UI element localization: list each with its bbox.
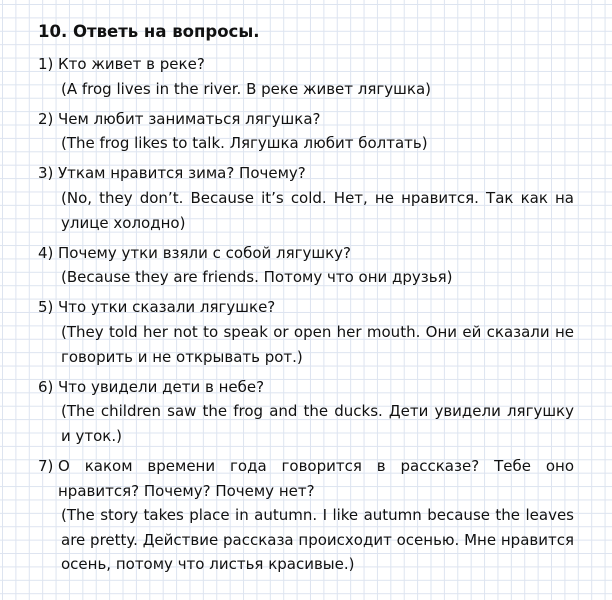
question-number: 2) (38, 109, 54, 128)
question-text: Что утки сказали лягушке? (58, 298, 276, 317)
answer-text: (The frog likes to talk. Лягушка любит болтать) (61, 134, 428, 153)
question-number: 1) (38, 55, 54, 73)
question-item (38, 161, 574, 240)
question-number: 7) (38, 456, 54, 475)
answer-text: (They told her not to speak or open her mouth. Они ей сказали не говорить и не открывать рот.) (61, 322, 574, 366)
answer-text: (The children saw the frog and the ducks. Дети увидели лягушку и уток.) (61, 402, 574, 445)
question-item (38, 295, 574, 374)
question-item (38, 241, 574, 296)
question-number: 5) (38, 298, 54, 317)
question-item (38, 375, 574, 454)
question-number: 4) (38, 243, 54, 262)
answer-text: (Because they are friends. Потому что они друзья) (61, 268, 453, 287)
question-item (38, 52, 574, 107)
question-text: Чем любит заниматься лягушка? (58, 109, 321, 128)
question-item (38, 107, 574, 162)
question-item (38, 454, 574, 582)
question-text: Почему утки взяли с собой лягушку? (58, 243, 352, 262)
question-text: О каком времени года говорится в рассказе? Тебе оно нравится? Почему? Почему нет? (58, 456, 574, 500)
exercise-title: 10. Ответь на вопросы. (38, 22, 260, 41)
question-number: 3) (38, 164, 54, 183)
question-text: Что увидели дети в небе? (58, 377, 265, 396)
answer-text: (No, they don’t. Because it’s cold. Нет, не нравится. Так как на улице холодно) (61, 188, 574, 232)
answer-text: (The story takes place in autumn. I like autumn because the leaves are pretty. Действие рассказа происходит осенью. Мне нравится осень, потому что листья красивые.) (61, 506, 574, 574)
question-list (38, 52, 574, 582)
question-text: Кто живет в реке? (58, 55, 205, 73)
question-text: Уткам нравится зима? Почему? (58, 164, 306, 183)
answer-text: (A frog lives in the river. В реке живет лягушка) (61, 79, 431, 98)
question-number: 6) (38, 377, 54, 396)
